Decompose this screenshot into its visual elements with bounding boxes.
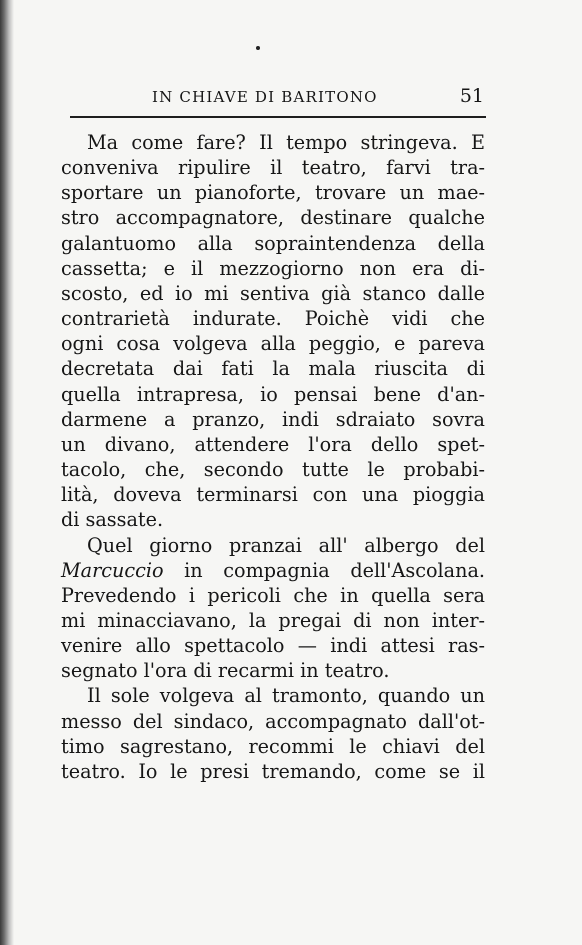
text-line: segnato l'ora di recarmi in teatro. [61,659,390,683]
text-line-italic-mixed [61,558,485,583]
text-line: ogni cosa volgeva alla peggio, e pareva [61,332,485,356]
text-line: cassetta; e il mezzogiorno non era di- [61,256,485,280]
page-binding-edge [0,0,14,945]
text-line: Il sole volgeva al tramonto, quando un [87,684,485,708]
text-line: di sassate. [61,508,164,532]
text-line: mi minacciavano, la pregai di non inter- [61,608,485,632]
text-line: contrarietà indurate. Poichè vidi che [61,307,485,331]
text-line: Quel giorno pranzai all' albergo del [87,533,485,557]
page-header [70,82,490,112]
text-line: darmene a pranzo, indi sdraiato sovra [61,407,485,431]
running-head: IN CHIAVE DI BARITONO [152,88,378,106]
header-rule [70,116,486,118]
text-line: timo sagrestano, recommi le chiavi del [61,734,485,758]
text-line: Ma come fare? Il tempo stringeva. E [87,131,485,154]
text-fragment: in compagnia dell'Ascolana. [184,558,485,582]
page-number: 51 [459,85,484,107]
italic-name: Marcuccio [61,558,164,582]
text-line: messo del sindaco, accompagnato dall'ot- [61,709,485,733]
text-line: sportare un pianoforte, trovare un mae- [61,181,485,205]
text-line: un divano, attendere l'ora dello spet- [61,432,485,456]
print-speck [256,46,260,50]
text-line: galantuomo alla sopraintendenza della [61,231,485,255]
text-line: tacolo, che, secondo tutte le probabi- [61,458,485,482]
text-line: conveniva ripulire il teatro, farvi tra- [61,156,485,180]
text-line: venire allo spettacolo — indi attesi ras- [61,634,485,658]
text-line: Prevedendo i pericoli che in quella sera [61,583,485,607]
text-line: quella intrapresa, io pensai bene d'an- [61,382,485,406]
text-line: teatro. Io le presi tremando, come se il [61,759,485,783]
text-line: decretata dai fati la mala riuscita di [61,357,485,381]
text-line: lità, doveva terminarsi con una pioggia [61,483,485,507]
text-line: stro accompagnatore, destinare qualche [61,206,485,230]
body-text [61,130,485,784]
text-line: scosto, ed io mi sentiva già stanco dalle [61,281,485,305]
